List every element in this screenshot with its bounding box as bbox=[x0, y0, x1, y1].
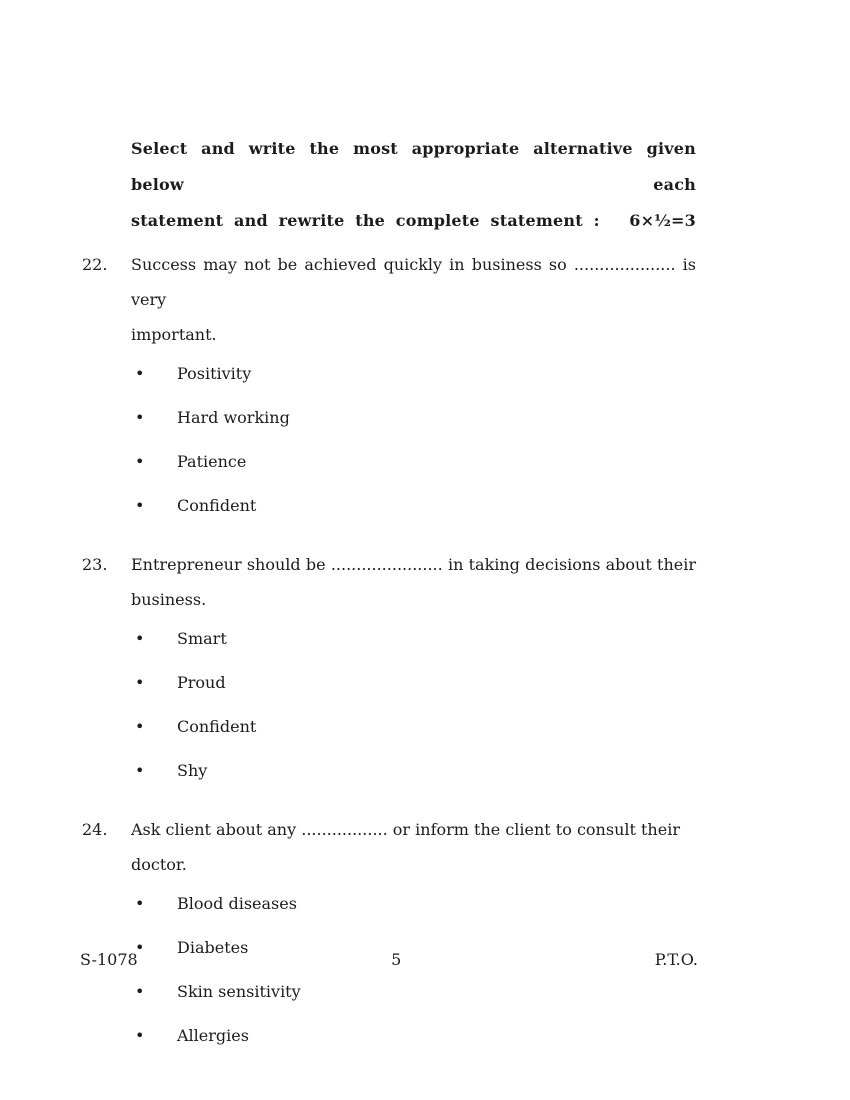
bullet-icon: • bbox=[135, 1026, 145, 1045]
question-23 bbox=[82, 547, 696, 804]
pto-label: P.T.O. bbox=[654, 950, 698, 969]
option-label: Diabetes bbox=[177, 938, 249, 957]
question-23-number: 23. bbox=[82, 555, 108, 574]
marks-value: 6×½=3 bbox=[629, 211, 696, 230]
option-item bbox=[131, 1025, 696, 1047]
option-label: Allergies bbox=[177, 1026, 249, 1045]
option-label: Hard working bbox=[177, 408, 290, 427]
question-24-body bbox=[131, 812, 696, 1069]
option-label: Smart bbox=[177, 629, 227, 648]
bullet-icon: • bbox=[135, 673, 145, 692]
option-label: Positivity bbox=[177, 364, 252, 383]
question-22-body bbox=[131, 247, 696, 539]
page-number: 5 bbox=[391, 950, 402, 969]
question-22-options bbox=[131, 363, 696, 517]
question-23-body bbox=[131, 547, 696, 804]
question-24 bbox=[82, 812, 696, 1069]
option-item bbox=[131, 407, 696, 429]
option-item bbox=[131, 672, 696, 694]
option-item bbox=[131, 716, 696, 738]
instruction-block bbox=[131, 131, 696, 239]
bullet-icon: • bbox=[135, 408, 145, 427]
question-23-options bbox=[131, 628, 696, 782]
option-label: Blood diseases bbox=[177, 894, 297, 913]
bullet-icon: • bbox=[135, 717, 145, 736]
option-label: Confident bbox=[177, 717, 257, 736]
question-24-number: 24. bbox=[82, 820, 108, 839]
question-22-text-line-2: important. bbox=[131, 325, 217, 344]
instruction-line-1: Select and write the most appropriate alternative given below each bbox=[131, 139, 696, 194]
question-23-text-line-2: business. bbox=[131, 590, 207, 609]
bullet-icon: • bbox=[135, 761, 145, 780]
option-label: Patience bbox=[177, 452, 247, 471]
page-body bbox=[82, 131, 696, 1069]
bullet-icon: • bbox=[135, 938, 145, 957]
bullet-icon: • bbox=[135, 982, 145, 1001]
bullet-icon: • bbox=[135, 894, 145, 913]
bullet-icon: • bbox=[135, 452, 145, 471]
instruction-line-2-text: statement and rewrite the complete statement : bbox=[131, 211, 600, 230]
option-item bbox=[131, 451, 696, 473]
option-item bbox=[131, 760, 696, 782]
bullet-icon: • bbox=[135, 364, 145, 383]
question-24-text-line-1: Ask client about any ................. or inform the client to consult their doctor. bbox=[131, 820, 680, 874]
paper-code: S-1078 bbox=[80, 950, 138, 969]
option-item bbox=[131, 363, 696, 385]
option-label: Skin sensitivity bbox=[177, 982, 301, 1001]
option-item bbox=[131, 628, 696, 650]
option-label: Confident bbox=[177, 496, 257, 515]
option-item bbox=[131, 981, 696, 1003]
option-label: Shy bbox=[177, 761, 208, 780]
page-footer bbox=[80, 948, 698, 972]
question-22-text-line-1: Success may not be achieved quickly in business so .................... is very bbox=[131, 255, 696, 309]
question-22-number: 22. bbox=[82, 255, 108, 274]
bullet-icon: • bbox=[135, 629, 145, 648]
option-item bbox=[131, 495, 696, 517]
bullet-icon: • bbox=[135, 496, 145, 515]
option-label: Proud bbox=[177, 673, 226, 692]
instruction-line-2 bbox=[131, 203, 696, 239]
option-item bbox=[131, 893, 696, 915]
question-23-text-line-1: Entrepreneur should be ...................... in taking decisions about their bbox=[131, 555, 696, 574]
question-22 bbox=[82, 247, 696, 539]
